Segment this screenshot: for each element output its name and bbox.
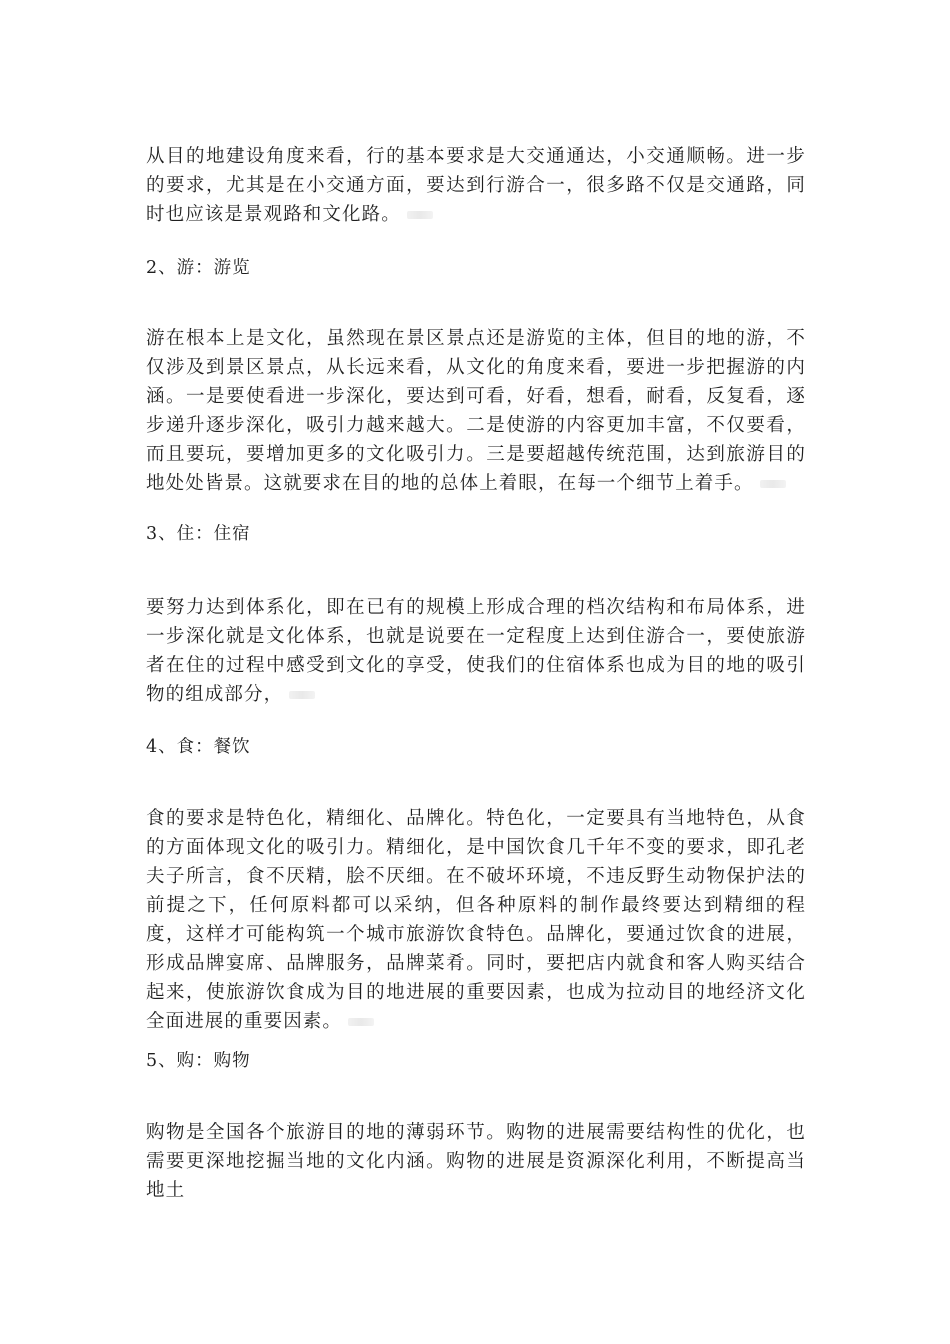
paragraph-accommodation: 要努力达到体系化，即在已有的规模上形成合理的档次结构和布局体系，进一步深化就是文化体系，也就是说要在一定程度上达到住游合一，要使旅游者在住的过程中感受到文化的享受，使我们的住宿体系也成为目的地的吸引物的组成部分， xyxy=(146,597,806,705)
heading-dining: 4、食：餐饮 xyxy=(146,737,251,757)
faint-watermark xyxy=(348,1018,374,1026)
heading-accommodation: 3、住：住宿 xyxy=(146,524,251,544)
paragraph-transport: 从目的地建设角度来看，行的基本要求是大交通通达，小交通顺畅。进一步的要求，尤其是在小交通方面，要达到行游合一，很多路不仅是交通路，同时也应该是景观路和文化路。 xyxy=(146,146,806,225)
paragraph-shopping: 购物是全国各个旅游目的地的薄弱环节。购物的进展需要结构性的优化，也需要更深地挖掘当地的文化内涵。购物的进展是资源深化利用，不断提高当地土 xyxy=(146,1122,806,1201)
faint-watermark xyxy=(289,691,315,699)
paragraph-dining: 食的要求是特色化，精细化、品牌化。特色化，一定要具有当地特色，从食的方面体现文化的吸引力。精细化，是中国饮食几千年不变的要求，即孔老夫子所言，食不厌精，脍不厌细。在不破坏环境，不违反野生动物保护法的前提之下，任何原料都可以采纳，但各种原料的制作最终要达到精细的程度，这样才可能构筑一个城市旅游饮食特色。品牌化，要通过饮食的进展，形成品牌宴席、品牌服务，品牌菜肴。同时，要把店内就食和客人购买结合起来，使旅游饮食成为目的地进展的重要因素，也成为拉动目的地经济文化全面进展的重要因素。 xyxy=(146,808,806,1032)
faint-watermark xyxy=(407,211,433,219)
heading-sightseeing: 2、游：游览 xyxy=(146,258,251,278)
paragraph-sightseeing: 游在根本上是文化，虽然现在景区景点还是游览的主体，但目的地的游，不仅涉及到景区景点，从长远来看，从文化的角度来看，要进一步把握游的内涵。一是要使看进一步深化，要达到可看，好看，想看，耐看，反复看，逐步递升逐步深化，吸引力越来越大。二是使游的内容更加丰富，不仅要看，而且要玩，要增加更多的文化吸引力。三是要超越传统范围，达到旅游目的地处处皆景。这就要求在目的地的总体上着眼，在每一个细节上着手。 xyxy=(146,328,806,494)
heading-shopping: 5、购：购物 xyxy=(146,1051,251,1071)
faint-watermark xyxy=(760,480,786,488)
